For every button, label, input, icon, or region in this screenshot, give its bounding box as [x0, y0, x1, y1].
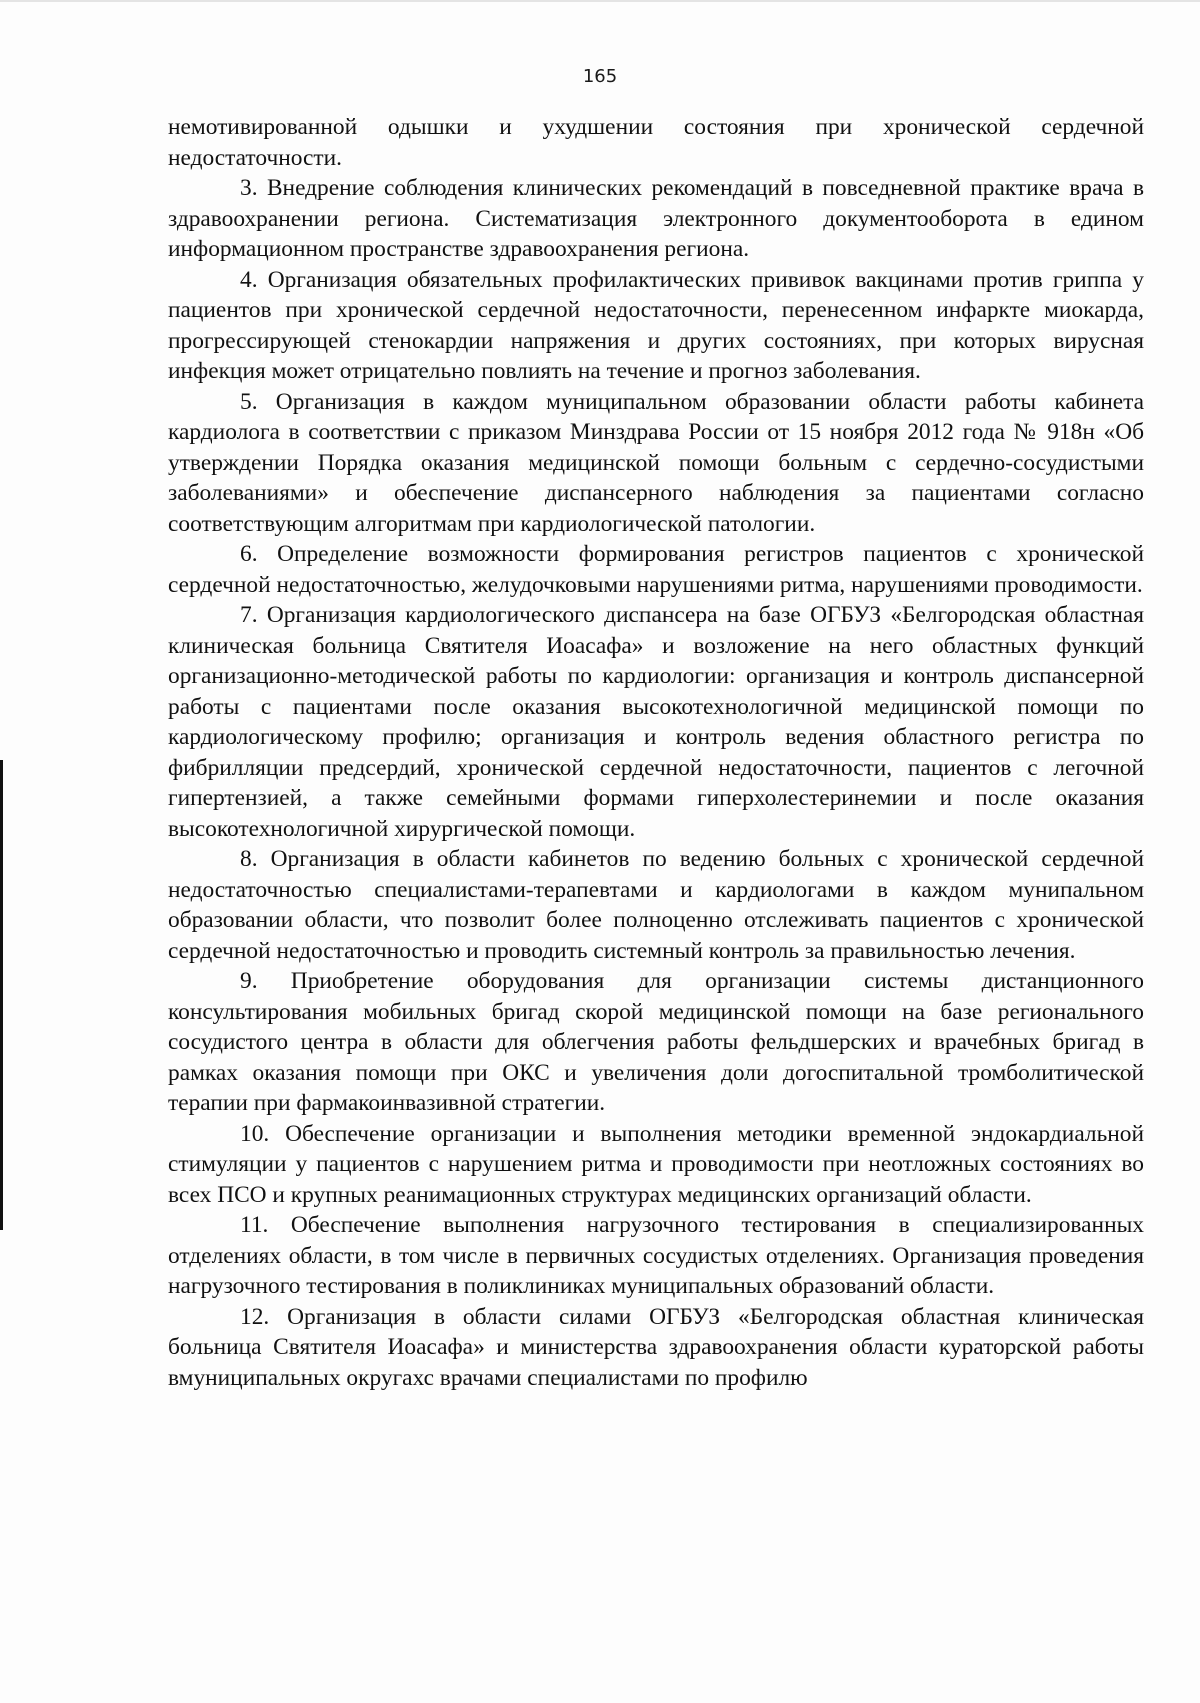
page-number: 165	[582, 66, 618, 87]
paragraph-item-12: 12. Организация в области силами ОГБУЗ «Белгородская областная клиническая больница Святителя Иоасафа» и министерства здравоохранения области кураторской работы вмуниципальных округахс врачами специалистами по профилю	[168, 1303, 1144, 1391]
paragraph-item-6: 6. Определение возможности формирования регистров пациентов с хронической сердечной недостаточностью, желудочковыми нарушениями ритма, нарушениями проводимости.	[168, 541, 1144, 598]
paragraph-continuation: немотивированной одышки и ухудшении состояния при хронической сердечной недостаточности.	[168, 114, 1144, 171]
paragraph-item-10: 10. Обеспечение организации и выполнения методики временной эндокардиальной стимуляции у пациентов с нарушением ритма и проводимости при неотложных состояниях во всех ПСО и крупных реанимационных структурах медицинских организаций области.	[168, 1120, 1144, 1208]
scan-left-edge	[0, 760, 3, 1230]
paragraph-item-9: 9. Приобретение оборудования для организации системы дистанционного консультирования мобильных бригад скорой медицинской помощи на базе регионального сосудистого центра в области для облегчения работы фельдшерских и врачебных бригад в рамках оказания помощи при ОКС и увеличения доли догоспитальной тромболитической терапии при фармакоинвазивной стратегии.	[168, 968, 1144, 1116]
paragraph-item-5: 5. Организация в каждом муниципальном образовании области работы кабинета кардиолога в соответствии с приказом Минздрава России от 15 ноября 2012 года № 918н «Об утверждении Порядка оказания медицинской помощи больным с сердечно-сосудистыми заболеваниями» и обеспечение диспансерного наблюдения за пациентами согласно соответствующим алгоритмам при кардиологической патологии.	[168, 388, 1144, 537]
document-body	[168, 112, 1144, 1393]
scan-top-edge	[0, 0, 1200, 2]
paragraph-item-11: 11. Обеспечение выполнения нагрузочного тестирования в специализированных отделениях области, в том числе в первичных сосудистых отделениях. Организация проведения нагрузочного тестирования в поликлиниках муниципальных образований области.	[168, 1212, 1144, 1299]
paragraph-item-8: 8. Организация в области кабинетов по ведению больных с хронической сердечной недостаточностью специалистами-терапевтами и кардиологами в каждом мунипальном образовании области, что позволит более полноценно отслеживать пациентов с хронической сердечной недостаточностью и проводить системный контроль за правильностью лечения.	[168, 846, 1144, 964]
paragraph-item-7: 7. Организация кардиологического диспансера на базе ОГБУЗ «Белгородская областная клиническая больница Святителя Иоасафа» и возложение на него областных функций организационно-методической работы по кардиологии: организация и контроль диспансерной работы с пациентами после оказания высокотехнологичной медицинской помощи по кардиологическому профилю; организация и контроль ведения областного регистра по фибрилляции предсердий, хронической сердечной недостаточности, пациентов с легочной гипертензией, а также семейными формами гиперхолестеринемии и после оказания высокотехнологичной хирургической помощи.	[168, 602, 1144, 842]
paragraph-item-4: 4. Организация обязательных профилактических прививок вакцинами против гриппа у пациентов при хронической сердечной недостаточности, перенесенном инфаркте миокарда, прогрессирующей стенокардии напряжения и других состояниях, при которых вирусная инфекция может отрицательно повлиять на течение и прогноз заболевания.	[168, 266, 1144, 384]
paragraph-item-3: 3. Внедрение соблюдения клинических рекомендаций в повседневной практике врача в здравоохранении региона. Систематизация электронного документооборота в едином информационном пространстве здравоохранения региона.	[168, 175, 1144, 262]
